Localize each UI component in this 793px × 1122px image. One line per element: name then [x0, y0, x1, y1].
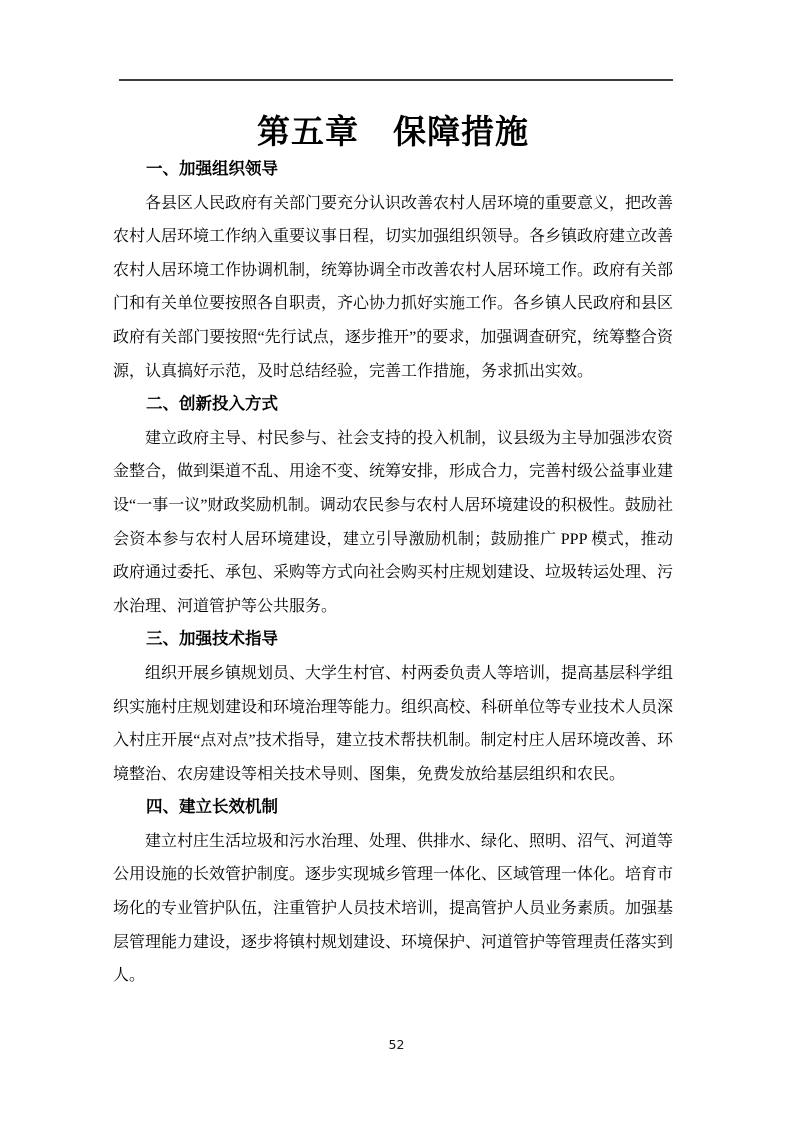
- section-heading: 四、建立长效机制: [146, 798, 278, 817]
- section-organization-leadership: [113, 153, 673, 388]
- section-investment-methods: [113, 388, 673, 623]
- section-heading: 三、加强技术指导: [146, 630, 278, 649]
- section-paragraph: 组织开展乡镇规划员、大学生村官、村两委负责人等培训，提高基层科学组织实施村庄规划建设和环境治理等能力。组织高校、科研单位等专业技术人员深入村庄开展“点对点”技术指导，建立技术帮扶机制。制定村庄人居环境改善、环境整治、农房建设等相关技术导则、图集，免费发放给基层组织和农民。: [113, 664, 674, 783]
- section-paragraph: 各县区人民政府有关部门要充分认识改善农村人居环境的重要意义，把改善农村人居环境工作纳入重要议事日程，切实加强组织领导。各乡镇政府建立改善农村人居环境工作协调机制，统筹协调全市改善农村人居环境工作。政府有关部门和有关单位要按照各自职责，齐心协力抓好实施工作。各乡镇人民政府和县区政府有关部门要按照“先行试点，逐步推开”的要求，加强调查研究，统筹整合资源，认真搞好示范，及时总结经验，完善工作措施，务求抓出实效。: [113, 194, 674, 380]
- page-number: 52: [388, 1037, 405, 1052]
- section-long-term-mechanism: [113, 791, 673, 993]
- section-paragraph: 建立政府主导、村民参与、社会支持的投入机制，议县级为主导加强涉农资金整合，做到渠道不乱、用途不变、统筹安排，形成合力，完善村级公益事业建设“一事一议”财政奖励机制。调动农民参与农村人居环境建设的积极性。鼓励社会资本参与农村人居环境建设，建立引导激励机制；鼓励推广 PPP 模式，推动政府通过委托、承包、采购等方式向社会购买村庄规划建设、垃圾转运处理、污水治理、河道管护等公共服务。: [113, 429, 674, 615]
- section-technical-guidance: [113, 623, 673, 791]
- section-heading: 一、加强组织领导: [146, 160, 278, 178]
- section-paragraph: 建立村庄生活垃圾和污水治理、处理、供排水、绿化、照明、沼气、河道等公用设施的长效管护制度。逐步实现城乡管理一体化、区域管理一体化。培育市场化的专业管护队伍，注重管护人员技术培训，提高管护人员业务素质。加强基层管理能力建设，逐步将镇村规划建设、环境保护、河道管护等管理责任落实到人。: [113, 832, 674, 985]
- header-divider: [119, 79, 673, 81]
- chapter-title: 第五章 保障措施: [257, 115, 529, 151]
- section-heading: 二、创新投入方式: [146, 395, 278, 414]
